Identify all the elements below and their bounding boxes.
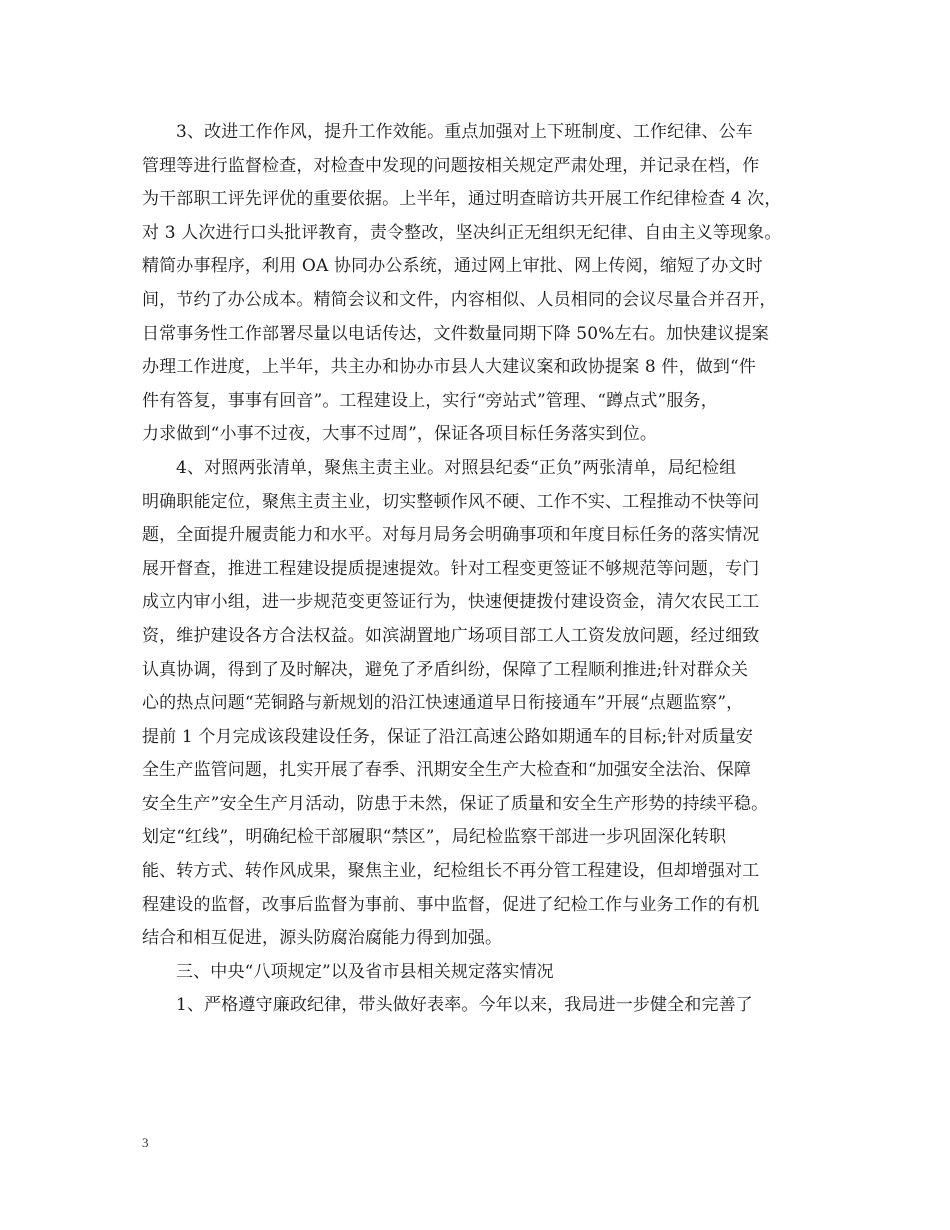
text-line: 管理等进行监督检查，对检查中发现的问题按相关规定严肃处理，并记录在档，作 <box>142 155 760 176</box>
text-line: 题，全面提升履责能力和水平。对每月局务会明确事项和年度目标任务的落实情况 <box>142 525 760 546</box>
text-line: 间，节约了办公成本。精简会议和文件，内容相似、人员相同的会议尽量合并召开， <box>142 289 777 310</box>
paragraph-work-style <box>142 116 832 452</box>
text-line: 为干部职工评先评优的重要依据。上半年，通过明查暗访共开展工作纪律检查 4 次， <box>142 189 782 210</box>
paragraph-two-lists <box>142 452 832 956</box>
text-line: 日常事务性工作部署尽量以电话传达，文件数量同期下降 50%左右。加快建议提案 <box>142 323 769 344</box>
text-line: 提前 1 个月完成该段建设任务，保证了沿江高速公路如期通车的目标;针对质量安 <box>142 726 754 747</box>
text-line: 明确职能定位，聚焦主责主业，切实整顿作风不硬、工作不实、工程推动不快等问 <box>142 491 760 512</box>
text-line: 件有答复，事事有回音”。工程建设上，实行“旁站式”管理、“蹲点式”服务， <box>142 390 718 411</box>
text-line: 程建设的监督，改事后监督为事前、事中监督，促进了纪检工作与业务工作的有机 <box>142 894 760 915</box>
document-body <box>142 116 832 1023</box>
text-line: 划定“红线”，明确纪检干部履职“禁区”，局纪检监察干部进一步巩固深化转职 <box>142 827 727 848</box>
text-line: 心的热点问题“芜铜路与新规划的沿江快速通道早日衔接通车”开展“点题监察”， <box>142 693 744 714</box>
text-line: 认真协调，得到了及时解决，避免了矛盾纠纷，保障了工程顺利推进;针对群众关 <box>142 659 749 680</box>
text-line: 安全生产”安全生产月活动，防患于未然，保证了质量和安全生产形势的持续平稳。 <box>142 793 769 814</box>
text-line: 精简办事程序，利用 OA 协同办公系统，通过网上审批、网上传阅，缩短了办文时 <box>142 256 763 277</box>
text-line: 办理工作进度，上半年，共主办和协办市县人大建议案和政协提案 8 件，做到“件 <box>142 357 757 378</box>
text-line: 3、改进工作作风，提升工作效能。重点加强对上下班制度、工作纪律、公车 <box>176 122 753 142</box>
text-line: 成立内审小组，进一步规范变更签证行为，快速便捷拨付建设资金，清欠农民工工 <box>142 592 760 613</box>
text-line: 全生产监管问题，扎实开展了春季、汛期安全生产大检查和“加强安全法治、保障 <box>142 760 752 781</box>
text-line: 结合和相互促进，源头防腐治腐能力得到加强。 <box>142 928 503 949</box>
section-heading-eight-rules <box>142 956 832 990</box>
text-line: 资，维护建设各方合法权益。如滨湖置地广场项目部工人工资发放问题，经过细致 <box>142 625 760 646</box>
paragraph-integrity <box>142 989 832 1023</box>
text-line: 1、严格遵守廉政纪律，带头做好表率。今年以来，我局进一步健全和完善了 <box>176 995 753 1016</box>
text-line: 能、转方式、转作风成果，聚焦主业，纪检组长不再分管工程建设，但却增强对工 <box>142 861 760 882</box>
page-number: 3 <box>142 1135 149 1150</box>
text-line: 展开督查，推进工程建设提质提速提效。针对工程变更签证不够规范等问题，专门 <box>142 558 760 579</box>
text-line: 4、对照两张清单，聚焦主责主业。对照县纪委“正负”两张清单，局纪检组 <box>176 457 737 478</box>
text-line: 对 3 人次进行口头批评教育，责令整改，坚决纠正无组织无纪律、自由主义等现象。 <box>142 222 782 243</box>
section-heading: 三、中央“八项规定”以及省市县相关规定落实情况 <box>176 961 554 982</box>
text-line: 力求做到“小事不过夜，大事不过周”，保证各项目标任务落实到位。 <box>142 424 658 445</box>
